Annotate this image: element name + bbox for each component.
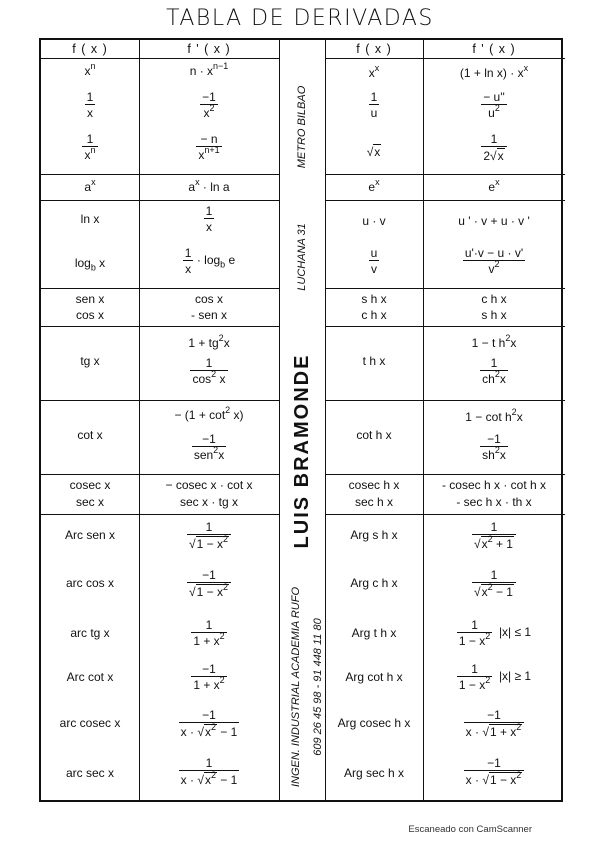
fpx-power: $n \cdot x^{n-1}$ <box>189 61 229 78</box>
fpx-ln: $\frac{1}{x}$ <box>205 204 213 234</box>
fx-ch: c h x <box>361 308 387 322</box>
row-divider <box>41 200 279 201</box>
fx-ln: ln x <box>80 212 100 226</box>
fx-sec: sec x <box>75 495 104 509</box>
fx-th: t h x <box>362 354 386 368</box>
fx-arcsec: arc sec x <box>65 766 114 780</box>
fx-exp-a: $a^x$ <box>84 177 96 194</box>
fx-sh: s h x <box>361 292 387 306</box>
row-divider <box>41 474 279 475</box>
fpx-coth-2: $\frac{-1}{sh^2x}$ <box>482 432 506 462</box>
fx-inv-u: $\frac{1}{u}$ <box>370 90 378 120</box>
row-divider <box>325 400 565 401</box>
fpx-ch: s h x <box>481 308 507 322</box>
fx-argth: Arg t h x <box>351 626 397 640</box>
row-divider <box>325 326 565 327</box>
row-divider <box>325 288 565 289</box>
fpx-inverse-power: $\frac{- n}{x^{n+1}}$ <box>198 132 220 162</box>
row-divider <box>325 174 565 175</box>
fpx-argcoth: $\frac{1}{1 - x^2}$ |x| ≥ 1 <box>458 662 532 692</box>
fx-arcsen: Arc sen x <box>64 528 115 542</box>
fx-power: $x^n$ <box>84 61 96 78</box>
fx-argsh: Arg s h x <box>350 528 398 542</box>
fx-sen: sen x <box>75 292 105 306</box>
row-divider <box>325 474 565 475</box>
fx-tg: tg x <box>80 354 100 368</box>
fpx-xx: $(1 + \ln x) \cdot x^x$ <box>459 63 529 80</box>
header-fpx-right: f ' ( x ) <box>472 42 516 56</box>
fx-sqrt: √x <box>366 145 381 159</box>
row-divider <box>41 58 279 59</box>
fpx-cot-2: $\frac{-1}{sen^2x}$ <box>193 432 225 462</box>
fpx-product: u ' · v + u · v ' <box>458 214 530 228</box>
row-divider <box>325 514 565 515</box>
footer-watermark: Escaneado con CamScanner <box>408 824 532 835</box>
fpx-arccot: $\frac{-1}{1 + x^2}$ <box>193 662 225 692</box>
fpx-th-1: 1 − t $h^2x$ <box>471 333 517 350</box>
fx-arctg: arc tg x <box>70 626 110 640</box>
header-fpx: f ' ( x ) <box>187 42 231 56</box>
fx-cot: cot x <box>77 428 103 442</box>
page-title: TABLA DE DERIVADAS <box>166 6 434 31</box>
fpx-cosech: - cosec h x · cot h x <box>441 478 547 492</box>
fx-cosec: cosec x <box>69 478 111 492</box>
fx-inverse: $\frac{1}{x}$ <box>86 90 94 120</box>
fx-log: $\log_b x$ <box>74 256 106 273</box>
row-divider <box>41 174 279 175</box>
fx-argcoth: Arg cot h x <box>345 670 403 684</box>
fpx-argsech: $\frac{-1}{x \cdot √1 - x^2}$ <box>423 756 565 787</box>
header-fx: f ( x ) <box>72 42 108 56</box>
fpx-arccosec: $\frac{-1}{x \cdot √x^2 - 1}$ <box>180 708 238 739</box>
fx-cos: cos x <box>75 308 104 322</box>
fpx-tg-2: $\frac{1}{\cos^2 x}$ <box>192 356 226 386</box>
fx-argch: Arg c h x <box>350 576 398 590</box>
fpx-sen: cos x <box>194 292 223 306</box>
fx-product: u · v <box>362 214 386 228</box>
fx-argsech: Arg sec h x <box>343 766 405 780</box>
fx-exp-e: $e^x$ <box>368 177 380 194</box>
fx-cosech: cosec h x <box>348 478 400 492</box>
header-fx-right: f ( x ) <box>356 42 392 56</box>
derivative-table <box>39 38 563 802</box>
fpx-arcsen: $\frac{1}{√1 - x^2}$ <box>139 520 279 551</box>
fx-quotient: $\frac{u}{v}$ <box>370 246 378 276</box>
fx-arccot: Arc cot x <box>66 670 114 684</box>
fpx-argch: $\frac{1}{√x^2 - 1}$ <box>423 568 565 599</box>
fpx-inv-u: $\frac{- u''}{u^2}$ <box>483 90 505 120</box>
fpx-coth-1: $1 - \cot h^2x$ <box>465 407 523 424</box>
fpx-log: $\frac{1}{x}$ · $\log_b e$ <box>184 246 236 276</box>
fpx-arctg: $\frac{1}{1 + x^2}$ <box>193 618 225 648</box>
fx-coth: cot h x <box>356 428 392 442</box>
row-divider <box>41 288 279 289</box>
fpx-exp-e: $e^x$ <box>488 177 500 194</box>
fx-arccos: arc cos x <box>65 576 114 590</box>
side-text-metro: METRO BILBAO <box>296 85 308 169</box>
fpx-argsh: $\frac{1}{√x^2 + 1}$ <box>423 520 565 551</box>
fx-inverse-power: $\frac{1}{x^n}$ <box>84 132 96 162</box>
row-divider <box>41 400 279 401</box>
fpx-sec: sec x · tg x <box>179 495 238 509</box>
fpx-inverse: $\frac{-1}{x^2}$ <box>202 90 216 120</box>
row-divider <box>41 514 279 515</box>
fpx-sech: - sec h x · th x <box>456 495 532 509</box>
row-divider <box>41 326 279 327</box>
fpx-arccos: $\frac{-1}{√1 - x^2}$ <box>139 568 279 599</box>
side-text-ingen: INGEN. INDUSTRIAL ACADEMIA RUFO <box>290 586 302 788</box>
side-text-name: LUIS BRAMONDE <box>291 353 313 549</box>
fpx-tg-1: $1 + tg^2x$ <box>188 333 230 350</box>
side-text-phones: 609 26 45 98 - 91 448 11 80 <box>312 618 324 756</box>
fpx-sqrt: $\frac{1}{2√x}$ <box>423 132 565 163</box>
fpx-cos: - sen x <box>190 308 227 322</box>
fpx-cot-1: − $(1 + \cot^2 x)$ <box>174 405 244 422</box>
fpx-th-2: $\frac{1}{ch^2x}$ <box>482 356 506 386</box>
row-divider <box>325 58 565 59</box>
fpx-sh: c h x <box>481 292 507 306</box>
fpx-cosec: − cosec x · cot x <box>165 478 253 492</box>
fpx-exp-a: $a^x \cdot \ln a$ <box>188 177 230 194</box>
fx-xx: $x^x$ <box>368 63 380 80</box>
fx-argcosech: Arg cosec h x <box>337 716 411 730</box>
fpx-argcosech: $\frac{-1}{x \cdot √1 + x^2}$ <box>423 708 565 739</box>
side-text-luchana: LUCHANA 31 <box>296 223 308 291</box>
fpx-argth: $\frac{1}{1 - x^2}$ |x| ≤ 1 <box>458 618 532 648</box>
fx-sech: sec h x <box>354 495 393 509</box>
side-column <box>279 40 325 804</box>
fpx-quotient: $\frac{u'\cdot v - u \cdot v'}{v^2}$ <box>464 246 524 276</box>
fpx-arcsec: $\frac{1}{x \cdot √x^2 - 1}$ <box>180 756 238 787</box>
row-divider <box>325 200 565 201</box>
fx-arccosec: arc cosec x <box>59 716 121 730</box>
